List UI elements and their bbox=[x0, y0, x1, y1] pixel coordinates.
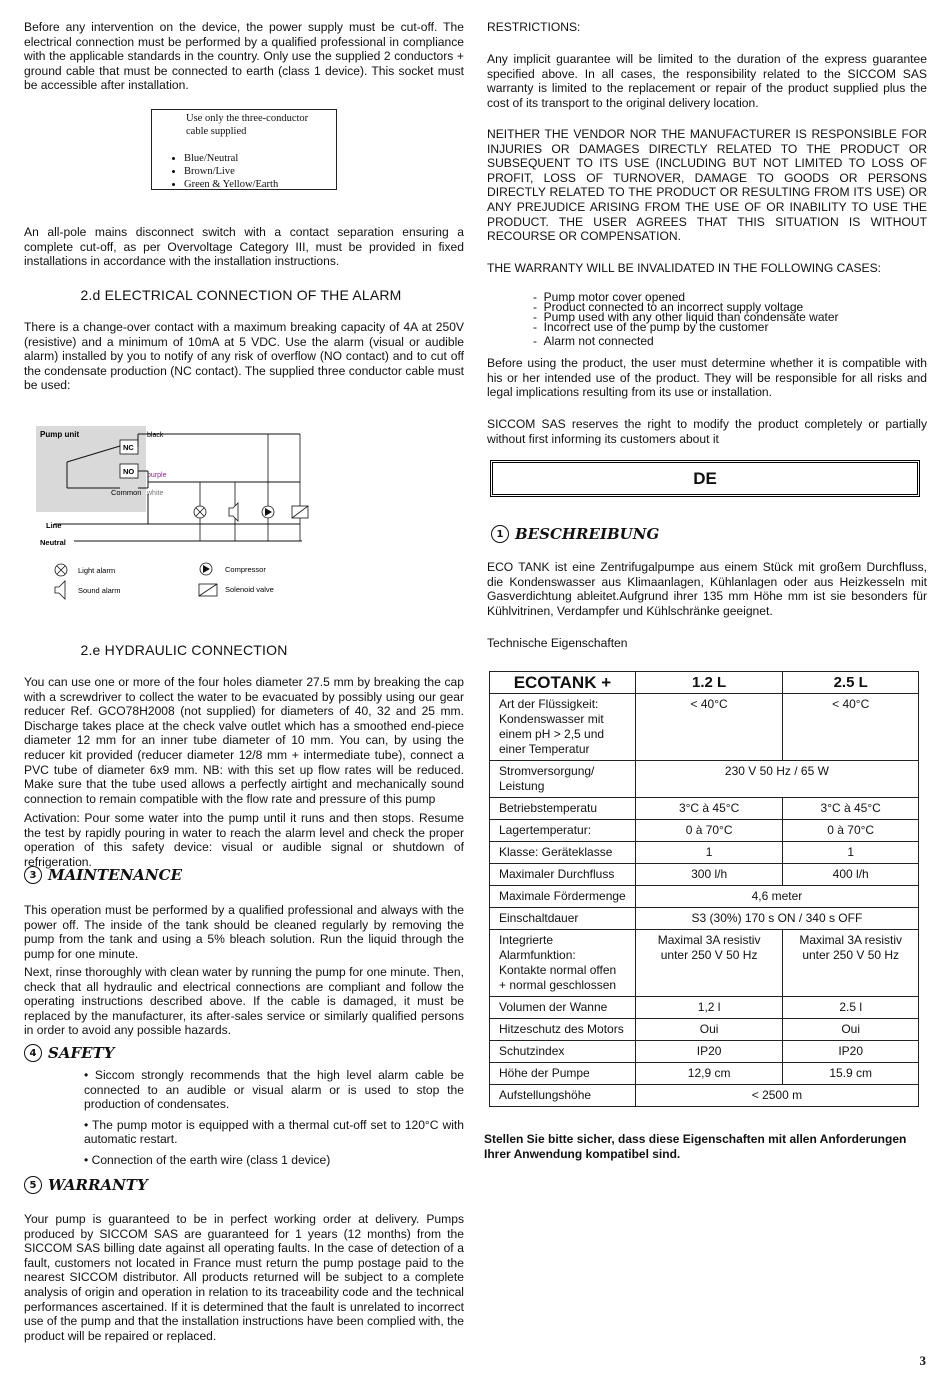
spec-header-cell: ECOTANK + bbox=[490, 672, 636, 694]
spec-table bbox=[489, 671, 919, 1107]
spec-label: Integrierte Alarmfunktion: Kontakte normal offen + normal geschlossen bbox=[490, 930, 636, 997]
common-label: Common bbox=[111, 488, 142, 497]
safety-item: • Siccom strongly recommends that the high level alarm cable be connected to an audible or visual alarm or is used to stop the production of condensates. bbox=[84, 1068, 464, 1112]
spec-label: Höhe der Pumpe bbox=[490, 1063, 636, 1085]
spec-row bbox=[490, 864, 919, 886]
page-number: 3 bbox=[919, 1353, 926, 1368]
invalidation-list bbox=[533, 292, 927, 346]
activation-paragraph: Activation: Pour some water into the pump until it runs and then stops. Resume the test by rapidly pouring in water to reach the alarm level and check the proper operation of this safety device: visual or audible signal or shutdown of refrigeration. bbox=[24, 811, 464, 869]
spec-row bbox=[490, 908, 919, 930]
spec-row bbox=[490, 1063, 919, 1085]
spec-row bbox=[490, 820, 919, 842]
sound-alarm-symbol bbox=[229, 503, 238, 521]
invalidation-item: - Pump used with any other liquid than condensate water bbox=[533, 310, 839, 324]
neutral-label: Neutral bbox=[40, 538, 66, 547]
spec-value: S3 (30%) 170 s ON / 340 s OFF bbox=[635, 908, 918, 930]
spec-value: < 40°C bbox=[783, 694, 919, 761]
warranty-paragraph: Your pump is guaranteed to be in perfect working order at delivery. Pumps produced by SICCOM SAS are guaranteed for 1 years (12 months) from the SICCOM SAS billing date against all operating faults. In the case of detection of a fault, customers not located in France must return the pump postage paid to the nearest SICCOM distributor. All products returned will be subject to a complete analysis of origin and operation in relation to its traceability code and the technical performances ascertained. If it is determined that the fault is unrelated to incorrect use of the pump and that the installation instructions have been complied with, the product will be repaired or replaced. bbox=[24, 1212, 464, 1343]
spec-row bbox=[490, 1019, 919, 1041]
spec-value: 1,2 l bbox=[635, 997, 783, 1019]
spec-value: 400 l/h bbox=[783, 864, 919, 886]
language-code: DE bbox=[693, 468, 717, 488]
safety-heading bbox=[24, 1044, 114, 1062]
spec-label: Hitzeschutz des Motors bbox=[490, 1019, 636, 1041]
no-label: NO bbox=[123, 467, 135, 476]
electrical-intro: Before any intervention on the device, the power supply must be cut-off. The electrical connection must be performed by a qualified professional in compliance with the applicable standards in the country. Only use the supplied 2 conductors + ground cable that must be connected to earth (class 1 device). This socket must be accessible after installation. bbox=[24, 20, 464, 93]
hydraulic-heading: 2.e HYDRAULIC CONNECTION bbox=[80, 642, 288, 658]
restrictions-paragraph-2: NEITHER THE VENDOR NOR THE MANUFACTURER IS RESPONSIBLE FOR INJURIES OR DAMAGES DIRECTLY RELATED TO THE PRODUCT OR SUBSEQUENT TO ITS USE (INCLUDING BUT NOT LIMITED TO LOSS OF PROFIT, LOSS OF TURNOVER, DAMAGE TO GOODS OR PERSONS DIRECTLY RELATED TO THE PRODUCT OR RESULTING FROM ITS USE) OR ANY PREJUDICE ARISING FROM THE USE OF OR INABILITY TO USE THE PRODUCT. THE USER AGREES THAT THIS SITUATION IS WITHOUT RECOURSE OR COMPENSATION. bbox=[487, 127, 927, 244]
spec-value: 4,6 meter bbox=[635, 886, 918, 908]
pump-unit-label: Pump unit bbox=[40, 430, 80, 439]
warranty-number: 5 bbox=[24, 1176, 42, 1194]
spec-row bbox=[490, 842, 919, 864]
legend-solenoid-label: Solenoid valve bbox=[225, 585, 274, 594]
modification-paragraph: SICCOM SAS reserves the right to modify the product completely or partially without first informing its customers about it bbox=[487, 417, 927, 446]
spec-value: < 40°C bbox=[635, 694, 783, 761]
tech-specs-label: Technische Eigenschaften bbox=[487, 636, 628, 650]
restrictions-paragraph-1: Any implicit guarantee will be limited to the duration of the express guarantee specified above. In all cases, the responsibility related to the SICCOM SAS warranty is limited to the replacement or repair of the product supplied plus the cost of its transport to the original delivery location. bbox=[487, 52, 927, 110]
cable-note-line2: cable supplied bbox=[186, 126, 247, 137]
spec-value: 0 à 70°C bbox=[783, 820, 919, 842]
spec-row bbox=[490, 798, 919, 820]
alarm-wiring-diagram bbox=[30, 422, 330, 604]
spec-value: 1 bbox=[635, 842, 783, 864]
spec-label: Betriebstemperatu bbox=[490, 798, 636, 820]
spec-label: Lagertemperatur: bbox=[490, 820, 636, 842]
beschreibung-title: BESCHREIBUNG bbox=[515, 525, 660, 543]
beschreibung-paragraph: ECO TANK ist eine Zentrifugalpumpe aus einem Stück mit großem Durchfluss, die Kondenswasser aus Klimaanlagen, Kühlanlagen oder aus Heizkesseln mit Gasverdichtung ableitet.Aufgrund ihrer 135 mm Höhe mm ist sie besonders für Kühlvitrinen, Verdampfer und Kühlschränke geeignet. bbox=[487, 560, 927, 618]
compatibility-note: Stellen Sie bitte sicher, dass diese Eigenschaften mit allen Anforderungen Ihrer Anwendung kompatibel sind. bbox=[484, 1132, 907, 1161]
spec-value: 3°C à 45°C bbox=[635, 798, 783, 820]
invalidation-item: - Product connected to an incorrect supply voltage bbox=[533, 300, 804, 314]
spec-row bbox=[490, 886, 919, 908]
safety-title: SAFETY bbox=[48, 1044, 115, 1062]
spec-value: 1 bbox=[783, 842, 919, 864]
spec-label: Stromversorgung/ Leistung bbox=[490, 761, 636, 798]
invalidation-item: - Incorrect use of the pump by the customer bbox=[533, 320, 769, 334]
line-label: Line bbox=[46, 521, 62, 530]
language-banner-de bbox=[490, 460, 920, 497]
spec-row bbox=[490, 761, 919, 798]
spec-label: Schutzindex bbox=[490, 1041, 636, 1063]
spec-value: Oui bbox=[635, 1019, 783, 1041]
maintenance-heading bbox=[24, 866, 182, 884]
legend-sound-icon bbox=[55, 581, 65, 599]
safety-list bbox=[84, 1068, 464, 1168]
spec-value: Maximal 3A resistiv unter 250 V 50 Hz bbox=[635, 930, 783, 997]
spec-header-cell: 1.2 L bbox=[635, 672, 783, 694]
spec-value: 300 l/h bbox=[635, 864, 783, 886]
spec-header-cell: 2.5 L bbox=[783, 672, 919, 694]
warranty-title: WARRANTY bbox=[48, 1176, 148, 1194]
nc-label: NC bbox=[123, 443, 134, 452]
spec-label: Klasse: Geräteklasse bbox=[490, 842, 636, 864]
beschreibung-heading bbox=[491, 525, 659, 543]
spec-row bbox=[490, 997, 919, 1019]
spec-value: 15.9 cm bbox=[783, 1063, 919, 1085]
spec-value: 2.5 l bbox=[783, 997, 919, 1019]
spec-value: 230 V 50 Hz / 65 W bbox=[635, 761, 918, 798]
spec-label: Maximaler Durchfluss bbox=[490, 864, 636, 886]
spec-header-row bbox=[490, 672, 919, 694]
cable-item: • Blue/Neutral bbox=[184, 152, 328, 165]
spec-label: Art der Flüssigkeit: Kondenswasser mit einem pH > 2,5 und einer Temperatur bbox=[490, 694, 636, 761]
invalidation-item: - Pump motor cover opened bbox=[533, 290, 686, 304]
spec-label: Volumen der Wanne bbox=[490, 997, 636, 1019]
beschreibung-number: 1 bbox=[491, 525, 509, 543]
safety-item: • The pump motor is equipped with a thermal cut-off set to 120°C with automatic restart. bbox=[84, 1117, 464, 1147]
spec-row bbox=[490, 1085, 919, 1107]
legend-compressor-label: Compressor bbox=[225, 565, 266, 574]
legend-sound-label: Sound alarm bbox=[78, 586, 121, 595]
safety-item: • Connection of the earth wire (class 1 device) bbox=[84, 1152, 331, 1167]
disconnect-switch-paragraph: An all-pole mains disconnect switch with a contact separation ensuring a complete cut-off, as per Overvoltage Category III, must be provided in fixed installations in accordance with the installation instructions. bbox=[24, 225, 464, 269]
spec-label: Aufstellungshöhe bbox=[490, 1085, 636, 1107]
maintenance-paragraph-1: This operation must be performed by a qualified professional and always with the power off. The inside of the tank should be cleaned regularly by removing the pump from the tank and using a 5% bleach solution. Run the liquid through the pump for one minute. bbox=[24, 903, 464, 961]
spec-value: 12,9 cm bbox=[635, 1063, 783, 1085]
spec-value: IP20 bbox=[635, 1041, 783, 1063]
spec-row bbox=[490, 930, 919, 997]
purple-wire-label: purple bbox=[147, 472, 167, 479]
cable-note-line1: Use only the three-conductor bbox=[186, 113, 309, 124]
invalidation-heading: THE WARRANTY WILL BE INVALIDATED IN THE FOLLOWING CASES: bbox=[487, 261, 882, 275]
alarm-connection-heading: 2.d ELECTRICAL CONNECTION OF THE ALARM bbox=[80, 287, 402, 303]
maintenance-title: MAINTENANCE bbox=[48, 866, 182, 884]
warranty-heading bbox=[24, 1176, 148, 1194]
maintenance-number: 3 bbox=[24, 866, 42, 884]
cable-item: • Green & Yellow/Earth bbox=[184, 178, 328, 191]
cable-item: • Brown/Live bbox=[184, 165, 328, 178]
spec-row bbox=[490, 694, 919, 761]
alarm-contact-paragraph: There is a change-over contact with a maximum breaking capacity of 4A at 250V (resistive) and a minimum of 10mA at 5 VDC. Use the alarm (visual or audible alarm) installed by you to notify of any risk of overflow (NO contact) and to cut off the condensate production (NC contact). The supplied three conductor cable must be used: bbox=[24, 320, 464, 393]
invalidation-item: - Alarm not connected bbox=[533, 334, 654, 348]
black-wire-label: black bbox=[147, 432, 164, 439]
white-wire-label: white bbox=[147, 490, 164, 497]
spec-label: Einschaltdauer bbox=[490, 908, 636, 930]
spec-value: Maximal 3A resistiv unter 250 V 50 Hz bbox=[783, 930, 919, 997]
spec-label: Maximale Fördermenge bbox=[490, 886, 636, 908]
spec-value: IP20 bbox=[783, 1041, 919, 1063]
safety-number: 4 bbox=[24, 1044, 42, 1062]
legend-light-label: Light alarm bbox=[78, 566, 116, 575]
spec-value: 0 à 70°C bbox=[635, 820, 783, 842]
maintenance-paragraph-2: Next, rinse thoroughly with clean water by running the pump for one minute. Then, check that all hydraulic and electrical connections are compliant and follow the operating instructions described above. If the cable is damaged, it must be replaced by the manufacturer, its after-sales service or similarly qualified persons in order to avoid any possible hazards. bbox=[24, 965, 464, 1038]
restrictions-label: RESTRICTIONS: bbox=[487, 20, 581, 34]
spec-value: 3°C à 45°C bbox=[783, 798, 919, 820]
spec-row bbox=[490, 1041, 919, 1063]
spec-value: Oui bbox=[783, 1019, 919, 1041]
compatibility-paragraph: Before using the product, the user must determine whether it is compatible with his or her intended use of the product. They will be responsible for all risks and legal implications resulting from its use or installation. bbox=[487, 356, 927, 400]
hydraulic-paragraph: You can use one or more of the four holes diameter 27.5 mm by breaking the cap with a screwdriver to collect the water to be evacuated by possibly using our gear reducer Ref. GCO78H2008 (not supplied) for diameters of 40, 32 and 25 mm. Discharge takes place at the check valve outlet which has a smoothed end-piece diameter 12 mm for an inner tube diameter of 10 mm. You can, by using the reducer kit provided (reducer diameter 12/8 mm + intermediate tube), connect a PVC tube of diameter 6x9 mm. NB: with this set up flow rates will be reduced. Make sure that the tube used allows a perfectly airtight and mechanically sound connection to remain compatible with the flow rate and pressure of this pump bbox=[24, 675, 464, 806]
spec-value: < 2500 m bbox=[635, 1085, 918, 1107]
cable-note-box bbox=[151, 109, 337, 190]
